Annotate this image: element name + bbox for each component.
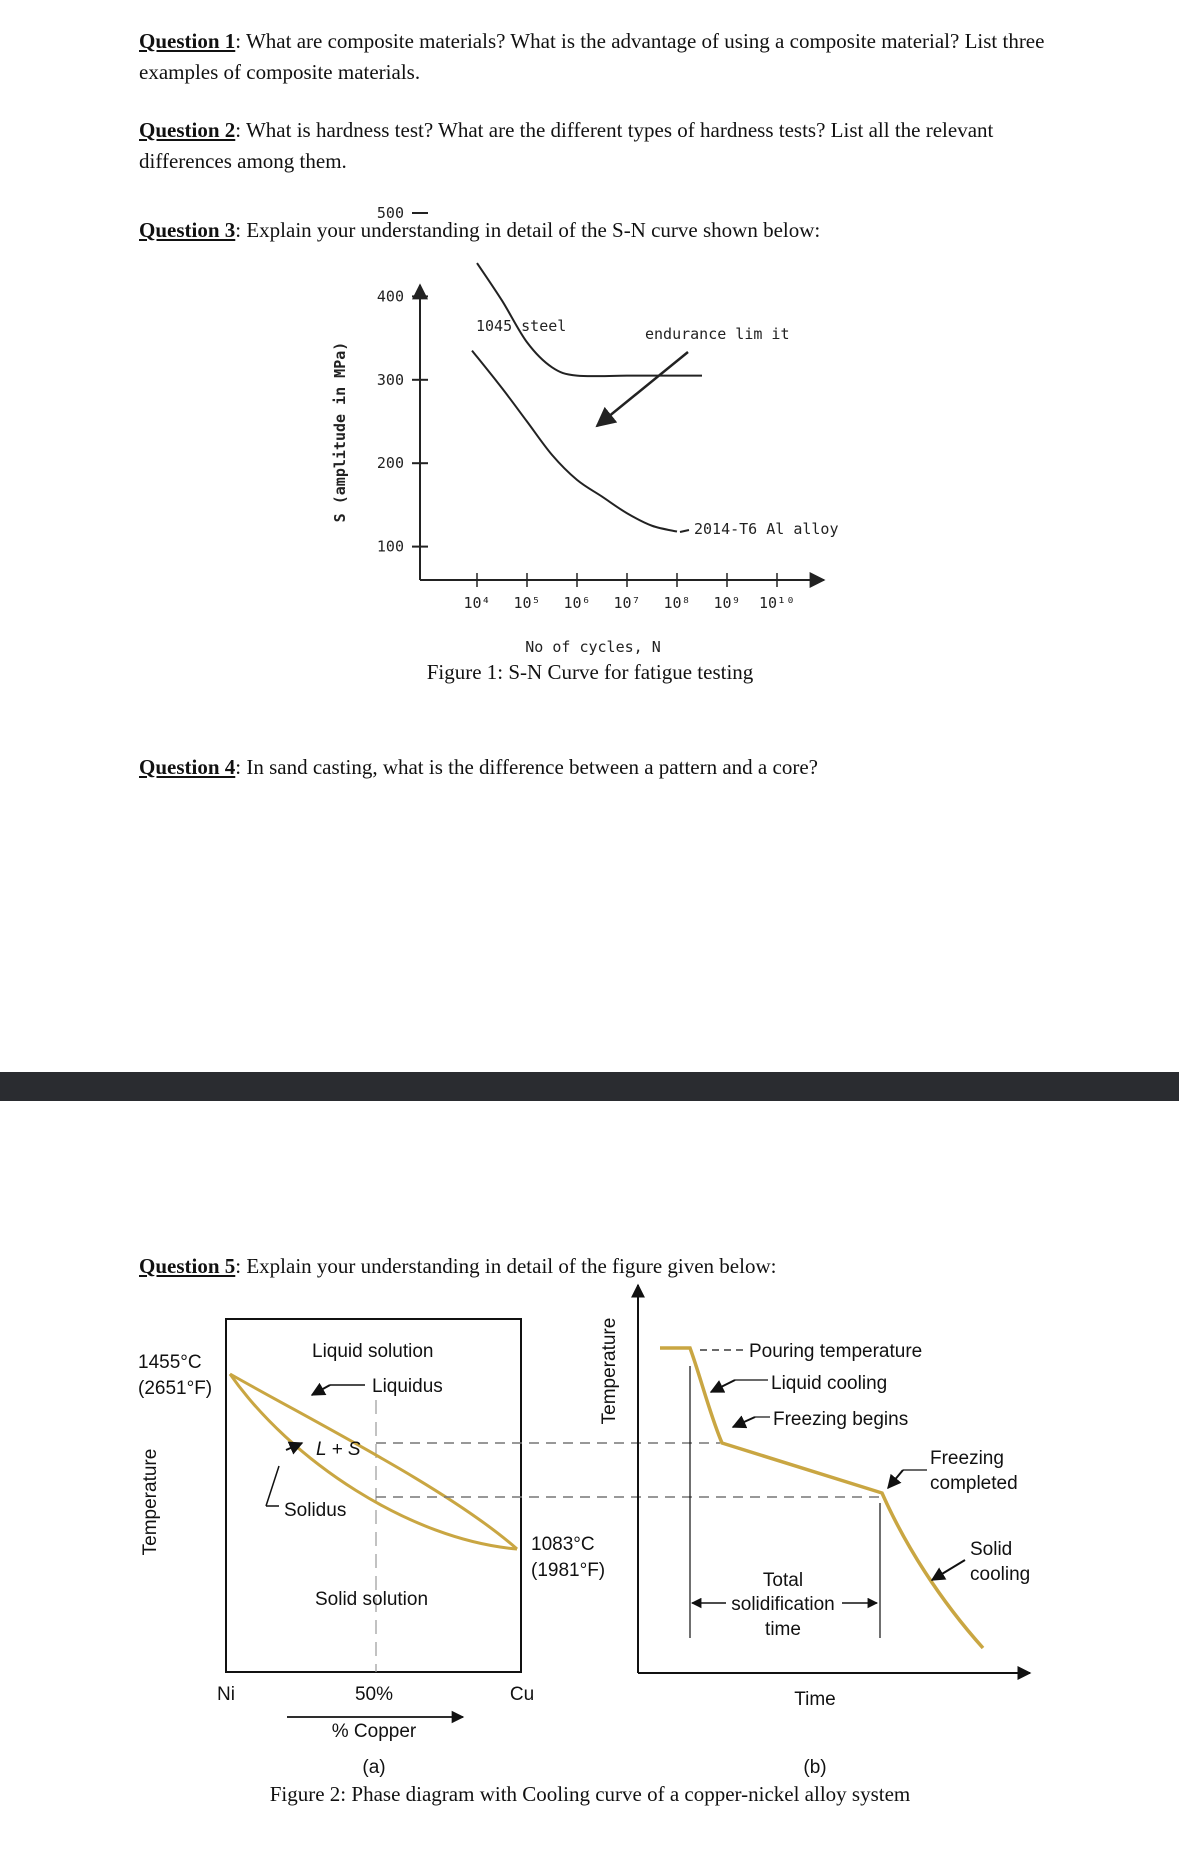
cu-temp-label: 1083°C [531, 1534, 595, 1555]
x-tick-label: 10⁴ [463, 594, 491, 612]
y-tick-label: 500 [376, 204, 404, 222]
freezing-begins-label: Freezing begins [773, 1409, 909, 1430]
tick-ni: Ni [217, 1684, 235, 1705]
question-label: Question 4 [139, 755, 236, 779]
tick-50: 50% [354, 1684, 394, 1705]
question-text: : In sand casting, what is the difference between a pattern and a core? [235, 755, 818, 779]
freezing-completed-label-1: Freezing [930, 1448, 1004, 1469]
solid-cooling-label-2: cooling [970, 1564, 1031, 1585]
series-steel-label: 1045 steel [476, 317, 567, 335]
solid-cooling-label-1: Solid [970, 1539, 1013, 1560]
x-tick-label: 10⁶ [563, 594, 591, 612]
question-label: Question 1 [139, 29, 236, 53]
endurance-limit-label: endurance lim it [645, 325, 790, 343]
phase-box [226, 1319, 521, 1672]
freezing-completed-label-2: completed [930, 1473, 1018, 1494]
x-tick-label: 10⁵ [513, 594, 541, 612]
x-tick-label: 10⁹ [713, 594, 741, 612]
liquidus-label: Liquidus [372, 1376, 443, 1397]
cu-temp-f-label: (1981°F) [531, 1560, 606, 1581]
freezing-completed-arrow [888, 1470, 903, 1488]
panel-b-y-label: Temperature [599, 1317, 620, 1425]
x-axis-label: No of cycles, N [525, 638, 661, 656]
liquidus-arrow [312, 1385, 330, 1395]
liquid-cooling-label: Liquid cooling [771, 1373, 888, 1394]
question-text: : Explain your understanding in detail of the figure given below: [235, 1254, 777, 1278]
x-tick-label: 10⁸ [663, 594, 691, 612]
question-label: Question 5 [139, 1254, 236, 1278]
y-tick-label: 200 [376, 454, 404, 473]
y-tick-label: 300 [376, 370, 404, 389]
solid-cooling-arrow [932, 1560, 965, 1580]
figure-1-caption: Figure 1: S-N Curve for fatigue testing [426, 660, 754, 684]
question-label: Question 2 [139, 118, 236, 142]
liquidus-curve [230, 1374, 517, 1549]
y-tick-label: 100 [376, 537, 404, 556]
tick-cu: Cu [509, 1684, 535, 1705]
panel-a-sublabel: (a) [362, 1757, 386, 1778]
solidus-curve [230, 1374, 517, 1549]
ni-temp-label: 1455°C [138, 1352, 202, 1373]
question-text: : What are composite materials? What is the advantage of using a composite material? List three examples of composite materials. [139, 29, 1045, 84]
question-label: Question 3 [139, 218, 236, 242]
solidus-leader-v [266, 1466, 279, 1506]
solid-solution-label: Solid solution [315, 1589, 429, 1610]
panel-b-sublabel: (b) [803, 1757, 827, 1778]
figure-2-caption: Figure 2: Phase diagram with Cooling curve of a copper-nickel alloy system [269, 1782, 911, 1806]
total-label-2: solidification [731, 1594, 835, 1615]
total-label-1: Total [762, 1570, 804, 1591]
panel-b-x-label: Time [794, 1689, 836, 1710]
solidus-label: Solidus [284, 1500, 347, 1521]
question-text: : Explain your understanding in detail of the S-N curve shown below: [235, 218, 821, 242]
ls-label: L + S [316, 1439, 361, 1460]
ni-temp-f-label: (2651°F) [138, 1378, 213, 1399]
liquid-cooling-arrow [711, 1380, 735, 1392]
freezing-begins-arrow [733, 1417, 755, 1427]
y-tick-label: 400 [376, 287, 404, 306]
pouring-label: Pouring temperature [749, 1341, 923, 1362]
panel-a-y-label: Temperature [140, 1448, 161, 1556]
series-al-label: 2014-T6 Al alloy [694, 520, 839, 538]
panel-a-x-label: % Copper [331, 1721, 417, 1742]
x-tick-label: 10⁷ [613, 594, 641, 612]
total-label-3: time [765, 1619, 801, 1640]
question-text: : What is hardness test? What are the different types of hardness tests? List all the relevant differences among them. [139, 118, 994, 173]
y-axis-label: S (amplitude in MPa) [331, 341, 349, 523]
liquid-solution-label: Liquid solution [312, 1341, 434, 1362]
x-tick-label: 10¹⁰ [758, 594, 796, 612]
